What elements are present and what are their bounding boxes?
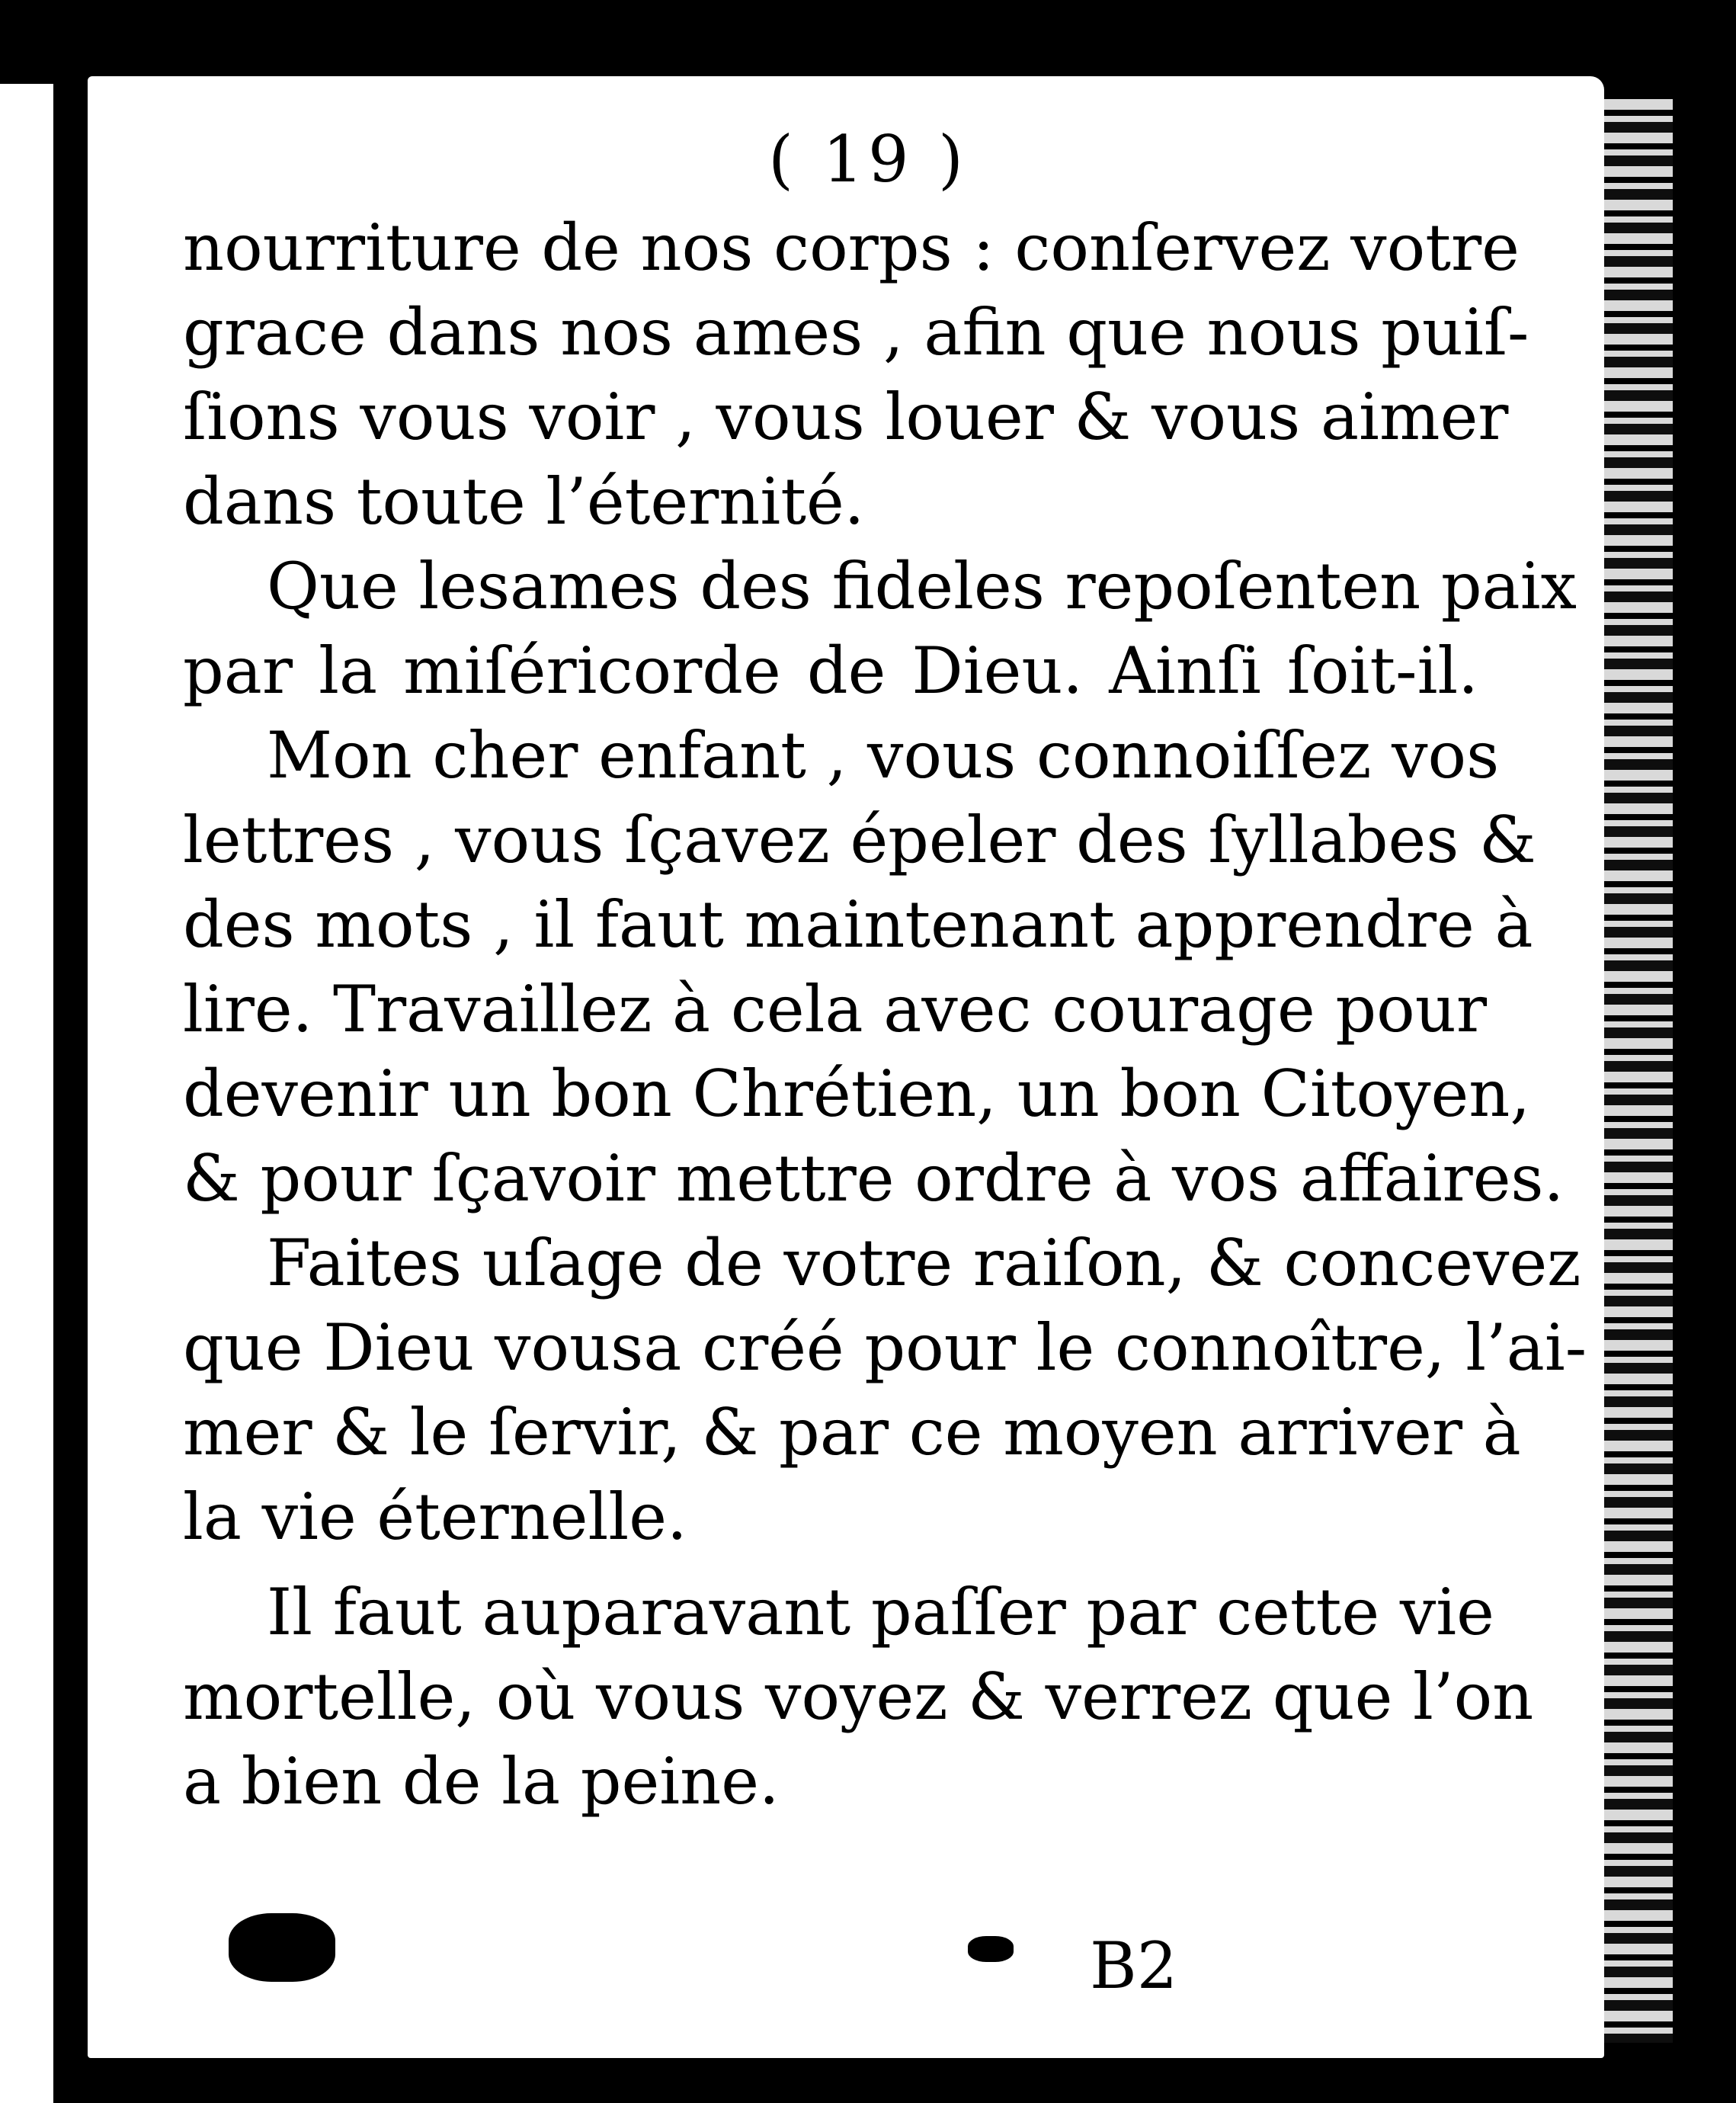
text-line: la vie éternelle. xyxy=(183,1479,687,1554)
text-line: Que lesames des fideles repoſenten paix xyxy=(267,549,1577,624)
text-line: mortelle, où vous voyez & verrez que l’on xyxy=(183,1659,1534,1734)
text-line: Mon cher enfant , vous connoiſſez vos xyxy=(267,718,1500,793)
text-line: des mots , il faut maintenant apprendre à xyxy=(183,887,1533,962)
text-line: lettres , vous ſçavez épeler des ſyllabes & xyxy=(183,803,1536,877)
text-line: grace dans nos ames , afin que nous puiſ- xyxy=(183,295,1529,370)
left-page-edge xyxy=(0,84,53,2103)
text-line: Faites uſage de votre raiſon, & concevez xyxy=(267,1226,1581,1300)
signature-mark: B2 xyxy=(1090,1928,1178,2003)
page-number-header: ( 19 ) xyxy=(768,122,968,197)
text-line: a bien de la peine. xyxy=(183,1744,780,1819)
text-line: & pour ſçavoir mettre ordre à vos affaires. xyxy=(183,1141,1565,1216)
text-line: que Dieu vousa créé pour le connoître, l’ai- xyxy=(183,1310,1587,1385)
text-line: Il faut auparavant paſſer par cette vie xyxy=(267,1575,1494,1649)
ink-smudge xyxy=(968,1936,1014,1962)
text-line: par la miſéricorde de Dieu. Ainſi ſoit-il. xyxy=(183,633,1478,708)
text-line: dans toute l’éternité. xyxy=(183,464,865,539)
right-page-edge xyxy=(1604,99,1673,2043)
text-line: devenir un bon Chrétien, un bon Citoyen, xyxy=(183,1056,1531,1131)
text-line: ſions vous voir , vous louer & vous aimer xyxy=(183,380,1509,454)
ink-smudge xyxy=(229,1913,335,1982)
text-line: lire. Travaillez à cela avec courage pour xyxy=(183,972,1487,1047)
page-body xyxy=(183,206,1587,1824)
text-line: mer & le ſervir, & par ce moyen arriver à xyxy=(183,1395,1521,1470)
text-line: nourriture de nos corps : conſervez votre xyxy=(183,210,1520,285)
